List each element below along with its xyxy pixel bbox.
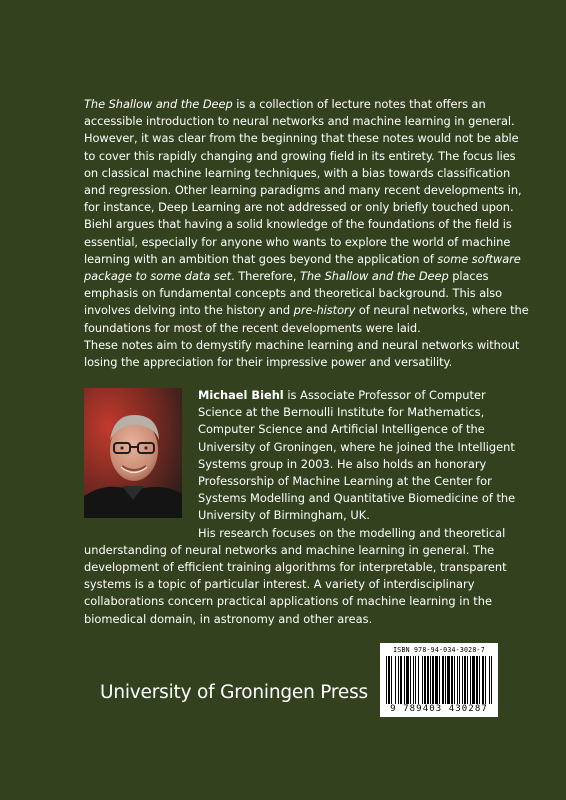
isbn-barcode — [380, 643, 498, 717]
barcode-bar — [391, 656, 392, 704]
barcode-bar — [388, 656, 390, 704]
barcode-bar — [464, 656, 466, 704]
publisher-name: University of Groningen Press — [100, 682, 368, 703]
barcode-bar — [491, 656, 492, 704]
barcode-bar — [424, 656, 426, 704]
barcode-bar — [404, 656, 405, 704]
author-name: Michael Biehl — [198, 388, 284, 402]
barcode-bar — [395, 656, 396, 704]
barcode-bars — [386, 656, 492, 704]
barcode-bar — [422, 656, 423, 704]
barcode-bar — [386, 656, 387, 704]
barcode-digits: 9 789403 430287 — [390, 704, 488, 714]
barcode-bar — [485, 656, 486, 704]
author-bio — [84, 387, 532, 628]
barcode-bar — [489, 656, 490, 704]
bio-paragraph-2: His research focuses on the modelling and theoretical understanding of neural networks and machine learning in general. The development of efficient training algorithms for interpretable, transparent systems is a topic of particular interest. A variety of interdisciplinary collaborations concern practical applications of machine learning in the biomedical domain, in astronomy and other areas. — [84, 525, 507, 626]
barcode-bar — [427, 656, 429, 704]
book-title: The Shallow and the Deep — [84, 97, 233, 111]
barcode-bar — [430, 656, 431, 704]
barcode-bar — [410, 656, 411, 704]
barcode-bar — [418, 656, 419, 704]
bio-paragraph-1: Michael Biehl is Associate Professor of Computer Science at the Bernoulli Institute for Mathematics, Computer Science and Artificial Intelligence of the University of Groningen, where he joined the Intelligent Systems group in 2003. He also holds an honorary Professorship of Machine Learning at the Center for Systems Modelling and Quantitative Biomedicine of the University of Birmingham, UK. — [198, 388, 516, 523]
barcode-bar — [472, 656, 475, 704]
barcode-bar — [435, 656, 438, 704]
barcode-bar — [432, 656, 434, 704]
back-cover-blurb — [84, 96, 532, 371]
barcode-bar — [479, 656, 480, 704]
barcode-bar — [398, 656, 399, 704]
blurb-paragraph-1: The Shallow and the Deep is a collection of lecture notes that offers an accessible introduction to neural networks and machine learning in general. However, it was clear from the beginning that these notes would not be able to cover this rapidly changing and growing field in its entirety. The focus lies on classical machine learning techniques, with a bias towards classification and regression. Other learning paradigms and many recent developments in, for instance, Deep Learning are not addressed or only briefly touched upon. — [84, 97, 522, 215]
barcode-bar — [470, 656, 471, 704]
blurb-paragraph-3: These notes aim to demystify machine learning and neural networks without losing the appreciation for their impressive power and versatility. — [84, 337, 520, 370]
barcode-bar — [415, 656, 416, 704]
blurb-paragraph-2: Biehl argues that having a solid knowledge of the foundations of the field is essential, especially for anyone who wants to explore the world of machine learning with an ambition that goes beyond the application of some software package to some data set. Therefore, The Shallow and the Deep places emphasis on fundamental concepts and theoretical background. This also involves delving into the history and pre-history of neural networks, where the foundations for most of the recent developments were laid. — [84, 217, 529, 335]
barcode-bar — [447, 656, 450, 704]
barcode-bar — [462, 656, 463, 704]
barcode-bar — [400, 656, 402, 704]
barcode-bar — [413, 656, 414, 704]
barcode-bar — [459, 656, 460, 704]
barcode-bar — [439, 656, 440, 704]
barcode-bar — [454, 656, 455, 704]
barcode-bar — [442, 656, 444, 704]
barcode-bar — [482, 656, 484, 704]
barcode-bar — [451, 656, 453, 704]
isbn-label: ISBN 978-94-034-3028-7 — [393, 646, 485, 654]
photo-spacer — [84, 387, 198, 539]
barcode-bar — [445, 656, 446, 704]
barcode-bar — [467, 656, 468, 704]
barcode-bar — [476, 656, 478, 704]
barcode-bar — [406, 656, 409, 704]
barcode-bar — [457, 656, 458, 704]
